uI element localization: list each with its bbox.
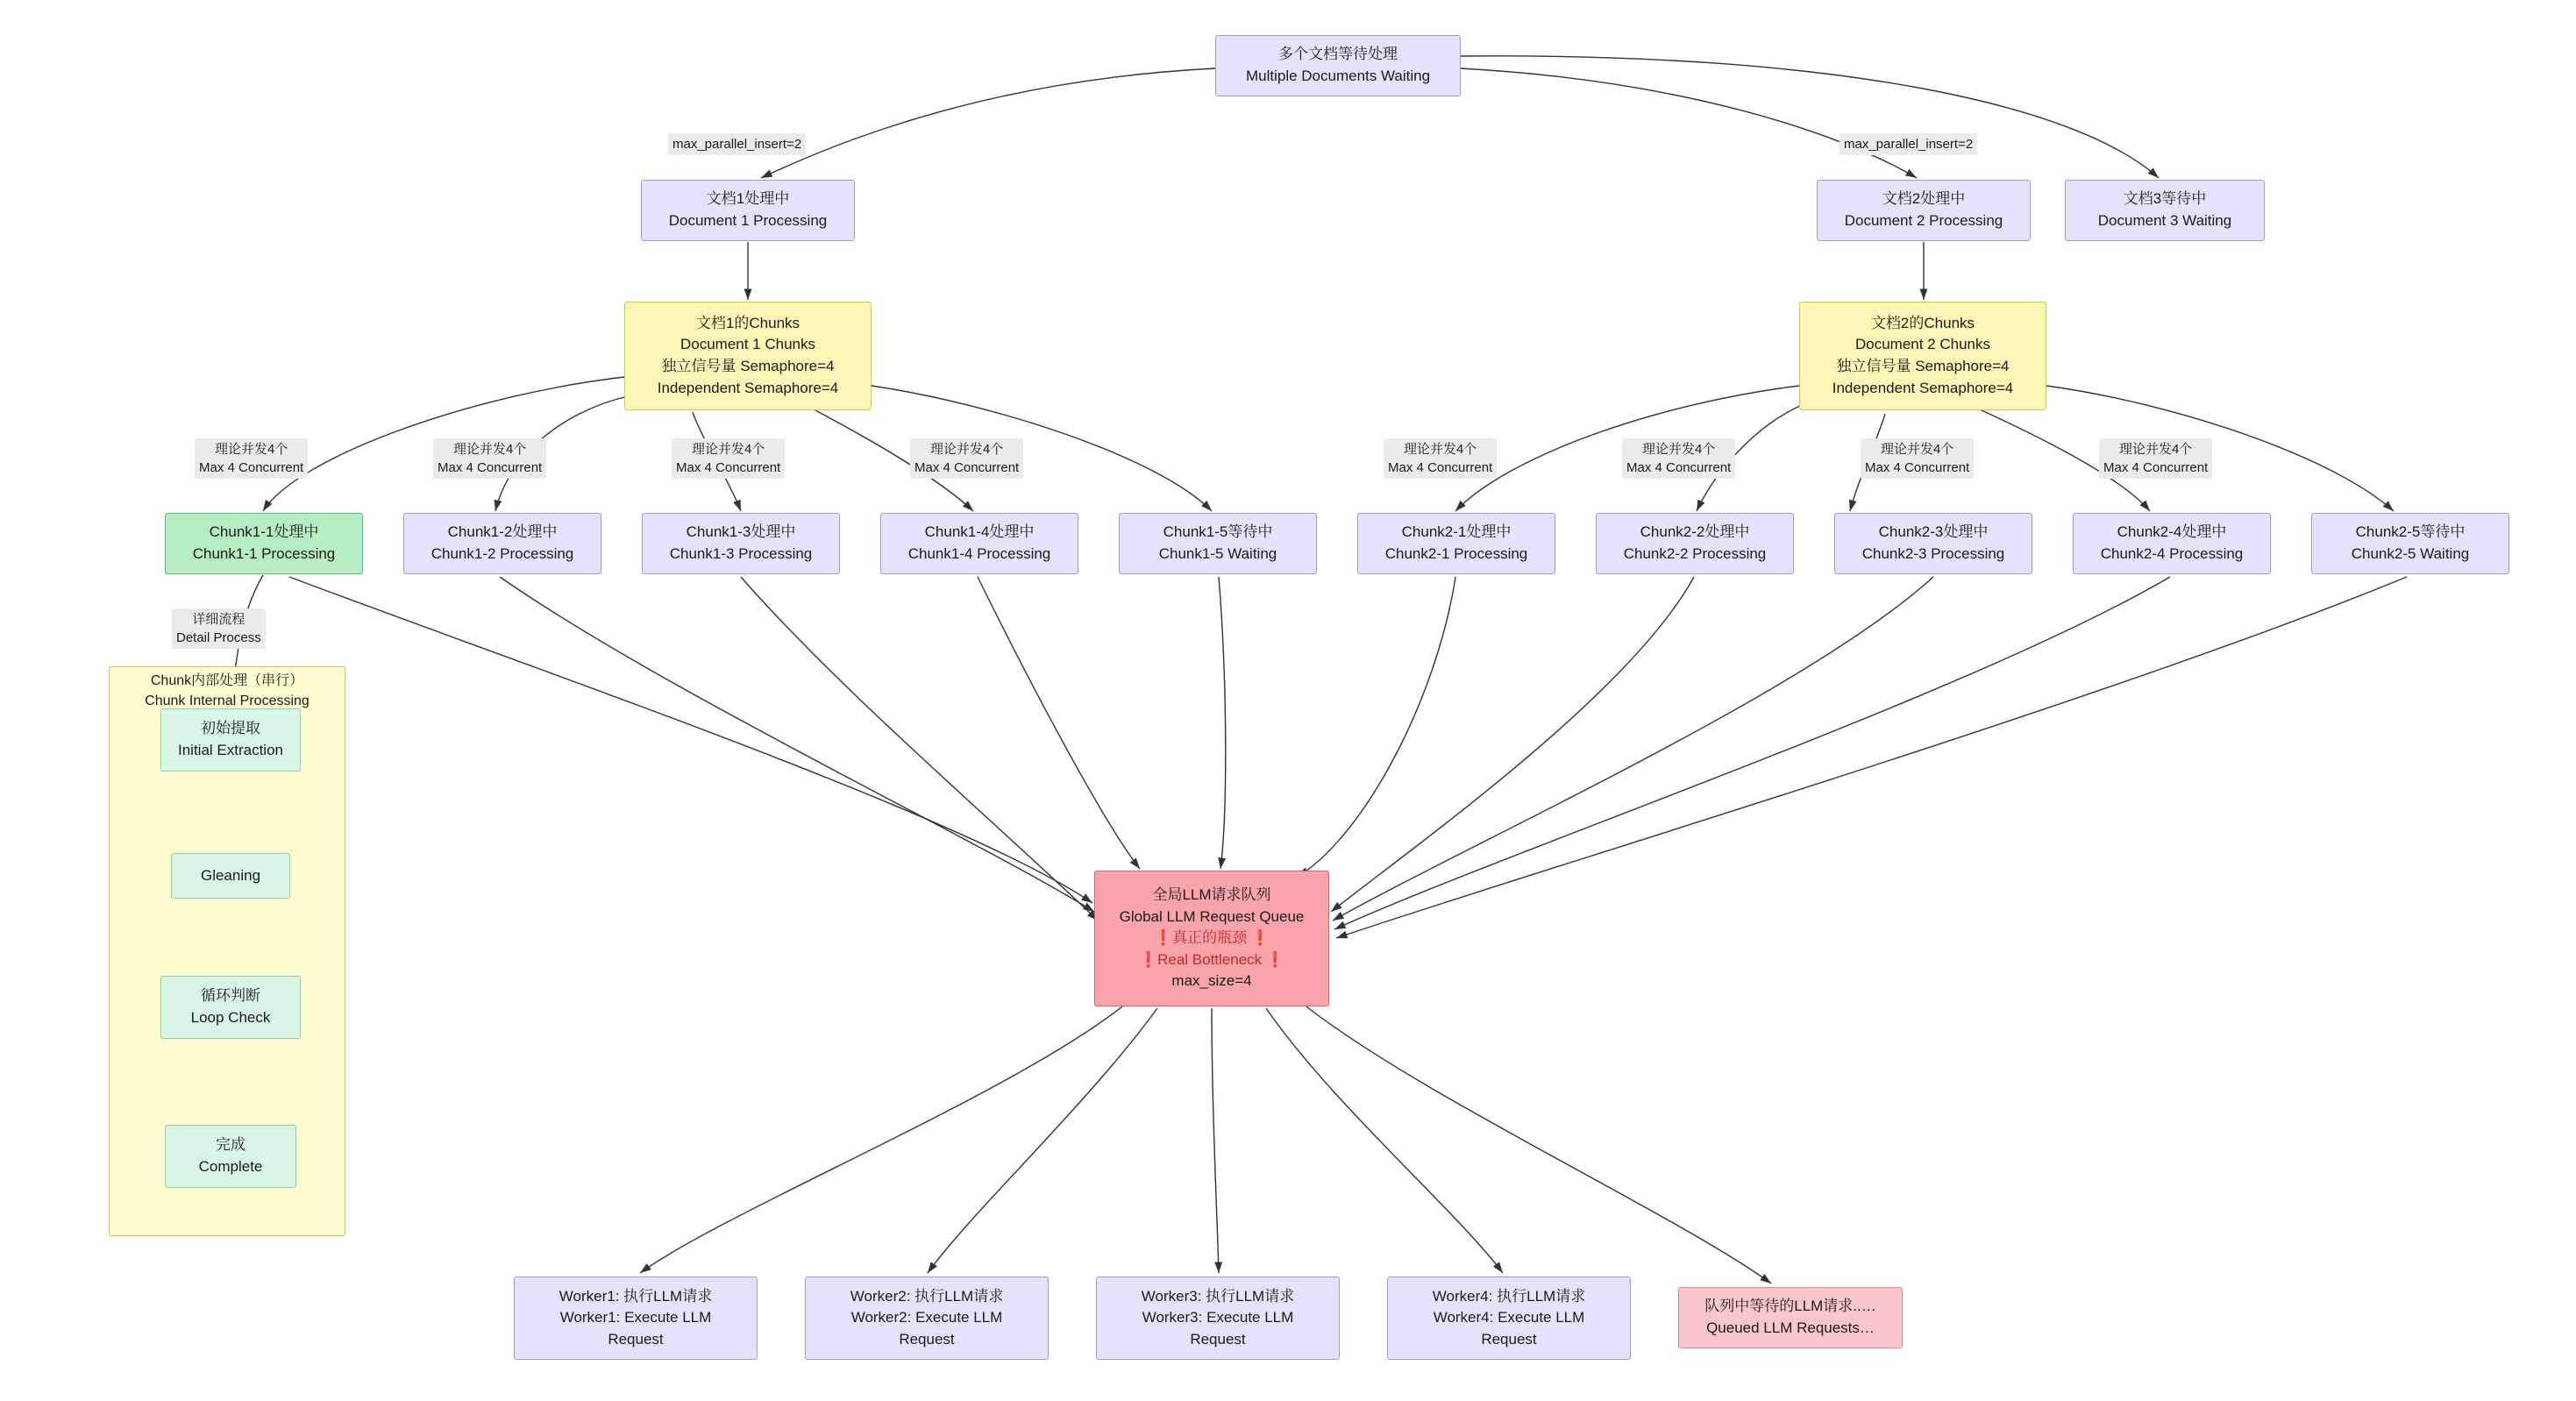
node-line: 文档1处理中 [706, 190, 790, 208]
edge-label-max-parallel-insert-1 [668, 133, 806, 155]
node-line: 文档2的Chunks [1870, 314, 1975, 331]
node-line-bottleneck-en: ❗Real Bottleneck ❗ [1138, 950, 1285, 968]
node-global-llm-request-queue[interactable] [1094, 871, 1329, 1006]
edge-label-line: Max 4 Concurrent [676, 460, 781, 475]
node-line: Chunk1-5 Waiting [1158, 545, 1277, 562]
edge-label-line: Max 4 Concurrent [914, 460, 1020, 475]
node-line: Chunk2-3处理中 [1878, 523, 1989, 541]
edge-label-line: Max 4 Concurrent [1626, 460, 1732, 475]
node-line: 文档3等待中 [2123, 190, 2207, 208]
node-line: 全局LLM请求队列 [1152, 885, 1271, 903]
node-line: Document 2 Chunks [1854, 336, 1991, 353]
node-gleaning[interactable] [171, 853, 290, 899]
node-line: 独立信号量 Semaphore=4 [661, 358, 835, 374]
node-worker-2[interactable] [805, 1277, 1049, 1360]
edge-label-concurrent-4 [910, 438, 1023, 479]
edge-label-line: 理论并发4个 [1403, 442, 1477, 457]
node-worker-4[interactable] [1387, 1277, 1631, 1360]
node-line: Document 3 Waiting [2097, 212, 2232, 229]
node-line: Chunk2-4处理中 [2117, 523, 2227, 541]
node-chunk2-2[interactable] [1596, 513, 1794, 574]
node-line: Request [608, 1330, 664, 1348]
node-complete[interactable] [165, 1125, 296, 1188]
subgraph-title-line2: Chunk Internal Processing [145, 693, 310, 708]
node-line: 循环判断 [201, 987, 260, 1005]
node-line-max-size: max_size=4 [1171, 972, 1252, 990]
node-line: Worker4: Execute LLM [1433, 1309, 1585, 1326]
node-line: Worker3: Execute LLM [1142, 1309, 1294, 1326]
node-line: 多个文档等待处理 [1278, 46, 1398, 63]
edge-label-line: 理论并发4个 [214, 442, 288, 457]
node-line: Worker2: Execute LLM [850, 1309, 1003, 1326]
edge-label-line: 详细流程 [192, 612, 246, 627]
edge-label-line: 理论并发4个 [1880, 442, 1954, 457]
node-document-2-chunks[interactable] [1799, 302, 2046, 410]
edge-label-detail-process [172, 608, 266, 649]
node-line: Chunk2-5 Waiting [2351, 545, 2470, 562]
node-line: 完成 [216, 1136, 246, 1154]
node-line: Document 1 Processing [668, 212, 828, 229]
edge-label-line: 理论并发4个 [691, 442, 765, 457]
edge-label-line: 理论并发4个 [2118, 442, 2193, 457]
node-line: Request [1481, 1330, 1537, 1348]
node-line: Global LLM Request Queue [1119, 907, 1305, 925]
node-line: Initial Extraction [178, 742, 283, 758]
edge-label-line: 理论并发4个 [1641, 442, 1716, 457]
node-document-1-processing[interactable] [641, 180, 855, 241]
edge-label-line: Max 4 Concurrent [1388, 460, 1493, 475]
node-line: Worker1: 执行LLM请求 [559, 1287, 713, 1305]
node-line: Gleaning [200, 866, 261, 884]
node-chunk1-5[interactable] [1119, 513, 1317, 574]
edge-label-concurrent-1 [195, 438, 308, 479]
node-chunk1-2[interactable] [403, 513, 601, 574]
node-document-3-waiting[interactable] [2065, 180, 2265, 241]
edge-label-line: 理论并发4个 [452, 442, 527, 457]
edge-label-line: Max 4 Concurrent [1865, 460, 1970, 475]
node-line: Chunk1-4 Processing [907, 545, 1051, 562]
node-loop-check[interactable] [160, 976, 301, 1039]
node-worker-1[interactable] [514, 1277, 758, 1360]
edge-label-line: Max 4 Concurrent [438, 460, 543, 475]
node-line: Chunk1-3处理中 [686, 523, 796, 541]
node-line: Chunk1-2 Processing [431, 545, 574, 562]
node-line: Independent Semaphore=4 [1832, 379, 2014, 396]
node-line: Worker4: 执行LLM请求 [1432, 1287, 1586, 1305]
edge-label-concurrent-3 [672, 438, 785, 479]
node-chunk2-4[interactable] [2073, 513, 2271, 574]
node-line: Chunk2-2 Processing [1623, 545, 1767, 562]
node-line: 文档1的Chunks [695, 314, 801, 331]
node-chunk1-1[interactable] [165, 513, 363, 574]
node-line: Independent Semaphore=4 [657, 379, 839, 396]
node-line: Chunk2-4 Processing [2100, 545, 2244, 562]
node-chunk1-3[interactable] [642, 513, 840, 574]
edge-label-max-parallel-insert-2 [1839, 133, 1977, 155]
edge-label-concurrent-6 [1622, 438, 1735, 479]
node-line: 初始提取 [201, 720, 260, 737]
node-line: Multiple Documents Waiting [1245, 68, 1431, 84]
node-line: Request [1190, 1330, 1246, 1348]
edge-label-line: Max 4 Concurrent [199, 460, 304, 475]
edge-label-concurrent-7 [1861, 438, 1974, 479]
node-line-bottleneck-cn: ❗真正的瓶颈 ❗ [1153, 929, 1270, 947]
node-line: Queued LLM Requests… [1706, 1319, 1875, 1336]
node-line: Chunk1-5等待中 [1163, 523, 1273, 541]
node-document-2-processing[interactable] [1817, 180, 2031, 241]
subgraph-title-line1: Chunk内部处理（串行） [150, 673, 304, 688]
edge-label-line: Detail Process [176, 630, 261, 645]
node-line: Chunk1-2处理中 [447, 523, 558, 541]
node-initial-extraction[interactable] [160, 708, 301, 772]
node-queued-llm-requests[interactable] [1678, 1287, 1903, 1348]
node-line: Complete [198, 1158, 263, 1175]
edge-label-line: Max 4 Concurrent [2103, 460, 2209, 475]
node-chunk2-1[interactable] [1357, 513, 1555, 574]
node-line: Loop Check [190, 1009, 271, 1026]
node-line: 文档2处理中 [1882, 190, 1966, 208]
node-line: Document 1 Chunks [680, 336, 816, 353]
node-multiple-documents[interactable] [1215, 35, 1461, 96]
node-line: Worker2: 执行LLM请求 [850, 1287, 1004, 1305]
node-line: 独立信号量 Semaphore=4 [1836, 358, 2010, 374]
node-line: Chunk2-5等待中 [2355, 523, 2466, 541]
node-line: Worker1: Execute LLM [559, 1309, 712, 1326]
node-chunk2-3[interactable] [1834, 513, 2032, 574]
edge-label-line: max_parallel_insert=2 [1844, 137, 1974, 152]
node-line: Chunk2-1 Processing [1384, 545, 1528, 562]
node-line: Chunk1-1 Processing [192, 545, 336, 562]
edge-label-line: 理论并发4个 [929, 442, 1004, 457]
edge-label-line: max_parallel_insert=2 [672, 137, 802, 152]
node-chunk1-4[interactable] [880, 513, 1078, 574]
node-line: Chunk1-1处理中 [209, 523, 319, 541]
node-line: Request [899, 1330, 955, 1348]
node-line: Worker3: 执行LLM请求 [1141, 1287, 1295, 1305]
node-line: Chunk1-4处理中 [924, 523, 1035, 541]
node-worker-3[interactable] [1096, 1277, 1340, 1360]
node-line: Chunk2-3 Processing [1861, 545, 2005, 562]
node-line: Document 2 Processing [1844, 212, 2003, 229]
edge-label-concurrent-2 [433, 438, 546, 479]
node-chunk2-5[interactable] [2311, 513, 2509, 574]
edge-label-concurrent-5 [1384, 438, 1497, 479]
edge-label-concurrent-8 [2099, 438, 2212, 479]
node-line: 队列中等待的LLM请求..… [1704, 1298, 1876, 1315]
node-line: Chunk1-3 Processing [669, 545, 813, 562]
node-line: Chunk2-1处理中 [1401, 523, 1512, 541]
node-line: Chunk2-2处理中 [1640, 523, 1750, 541]
node-document-1-chunks[interactable] [624, 302, 872, 410]
